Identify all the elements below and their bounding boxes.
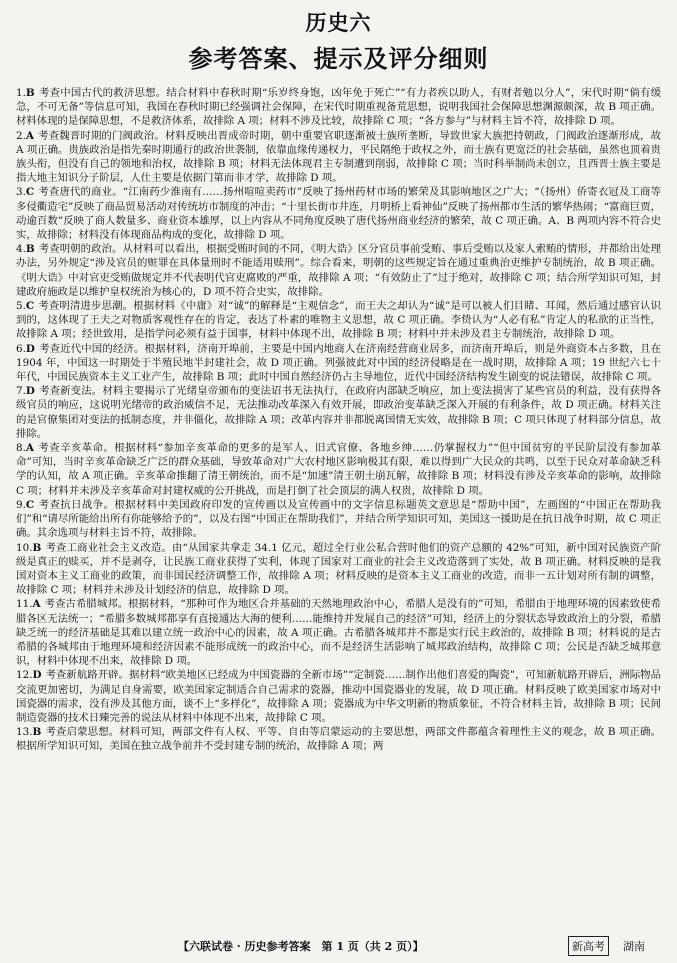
- answer-list: [16, 86, 661, 754]
- item-answer: C: [25, 498, 35, 511]
- answer-item: [16, 242, 661, 299]
- answer-item: [16, 541, 661, 598]
- item-number: 9.: [16, 498, 26, 511]
- answer-item: [16, 384, 661, 441]
- item-explanation: 考查辛亥革命。根据材料“参加辛亥革命的更多的是军人、旧式官僚、各地乡绅……仍掌握权力”“但中国贫穷的平民阶层没有参加革命”可知，当时辛亥革命缺乏广泛的群众基础，导致革命对广大农村地区影响极其有限，难以得到广大民众的共鸣，以至于民众对革命缺乏科学的认知，故 A 项正确。辛亥革命推翻了清王朝统治，而不是“加速”清王朝土崩瓦解，故排除 B 项；材料没有涉及辛亥革命的影响，故排除 C 项；材料并未涉及辛亥革命对封建权威的公开挑战，而是打倒了社会顶层的满人权贵，故排除 D 项。: [16, 442, 661, 497]
- answer-item: [16, 441, 661, 498]
- item-explanation: 考查中国古代的救济思想。结合材料中春秋时期“乐岁终身饱，凶年免于死亡”“有力者疾以助人，有财者勉以分人”，宋代时期“倘有缓急，不可无备”等信息可知，我国在春秋时期已经强调社会保障，在宋代时期重视备荒思想，说明我国社会保障思想渊源颇深，故 B 项正确。材料体现的是保障思想，不是救济体系，故排除 A 项；材料不涉及比较，故排除 C 项；“各方参与”与材料主旨不符，故排除 D 项。: [16, 87, 661, 128]
- answer-item: [16, 299, 661, 342]
- answer-item: [16, 668, 661, 725]
- item-answer: B: [32, 541, 42, 554]
- item-answer: D: [25, 342, 35, 355]
- item-answer: A: [32, 598, 41, 611]
- footer-region: 湖南: [623, 940, 645, 953]
- answer-item: [16, 498, 661, 541]
- item-explanation: 考查唐代的商业。“江南药少淮南有……扬州喧喧卖药市”反映了扬州药材市场的繁荣及其影响地区之广大；“（扬州）侨寄衣冠及工商等多侵衢造宅”反映了商品贸易活动对传统坊市制度的冲击；“十里长街市井连，月明桥上看神仙”反映了扬州都市生活的繁华热闹；“富商巨贾，动逾百数”反映了商人数量多、商业资本雄厚，以上内容从不同角度反映了唐代扬州商业经济的繁荣，故 C 项正确。A、B 两项内容不符合史实，故排除；材料没有体现商品构成的变化，故排除 D 项。: [16, 186, 661, 242]
- answer-item: [16, 597, 661, 668]
- item-explanation: 考查魏晋时期的门阀政治。材料反映出晋成帝时期，朝中重要官职逐渐被士族所垄断，导致世家大族把持朝政，门阀政治逐渐形成，故 A 项正确。贵族政治是指先秦时期通行的政治世袭制，依靠血缘传递权力，平民隔绝于政权之外，而士族有更宽泛的社会基础，虽然也顶着贵族头衔，但没有自己的领地和治权，故排除 B 项；材料无法体现君主专制遭到削弱，故排除 C 项；当时科举制尚未创立，且西晋士族主要是指大地主知识分子阶层，人仕主要是依据门第而非才学，故排除 D 项。: [16, 129, 661, 185]
- item-explanation: 考查明清进步思潮。根据材料《中庸》对“诚”的解释是“主观信念”，而王夫之却认为“诚”是可以被人们目睹、耳闻，然后通过感官认识到的，这体现了王夫之对物质客观性存在的肯定，表达了朴素的唯物主义思想，故 C 项正确。李贽认为“人必有私”肯定人的私欲的正当性，故排除 A 项；经世致用，是指学问必须有益于国事，材料中体现不出，故排除 B 项；材料中并未涉及君主专制统治，故排除 D 项。: [16, 300, 661, 341]
- item-number: 11.: [16, 598, 33, 611]
- item-explanation: 考查明朝的政治。从材料可以看出，根据受贿时间的不同，《明大诰》区分官员事前受贿、事后受贿以及家人索贿的情形，并都给出处理办法，另外规定“涉及官员的赃罪在具体量刑时不能适用赎刑”。综合看来，明朝的这些规定旨在通过重典治吏维护专制统治，故 B 项正确。《明大诰》中对官吏受贿做规定并不代表明代官吏腐败的严重，故排除 A 项；“有效防止了”过于绝对，故排除 C 项；结合所学知识可知，封建政府施政是以维护皇权统治为核心的，D 项不符合史实，故排除。: [16, 243, 661, 298]
- footer-badge: 新高考: [568, 936, 609, 956]
- item-explanation: 考查新变法。材料主要揭示了光绪皇帝颁布的变法诏书无法执行，在政府内部缺乏响应，加上变法损害了某些官员的利益，没有获得各级官员的响应，这说明光绪帝的政治威信不足，无法推动改革深入有效开展，即政治变革缺乏深入开展的有利条件，故 D 项正确。材料关注的是官僚集团对变法的抵制态度，并非僵化，故排除 A 项；改革内容并非都脱离国情无实效，故排除 B 项；C 项只体现了材料部分信息，故排除。: [16, 385, 661, 440]
- item-number: 6.: [16, 342, 26, 355]
- item-answer: A: [25, 129, 34, 142]
- item-number: 2.: [16, 129, 26, 142]
- item-answer: C: [25, 300, 35, 313]
- item-explanation: 考查工商业社会主义改造。由“从国家共拿走 34.1 亿元，超过全行业公私合营时他们的资产总额的 42%”可知，新中国对民族资产阶级是真正的赎买，并不是剥夺，让民族工商业获得了实利，体现了国家对工商业的社会主义改造落到了实处，故 B 项正确。材料反映的是我国对资本主义工商业的政策，而非国民经济调整工作，故排除 A 项；材料反映的是资本主义工商业的改造，而非一五计划对所有制的调整，故排除 C 项；材料并未涉及计划经济的信息，故排除 D 项。: [16, 541, 661, 597]
- item-number: 10.: [16, 541, 33, 554]
- item-number: 13.: [16, 726, 33, 739]
- item-explanation: 考查启蒙思想。材料可知，两部文件有人权、平等、自由等启蒙运动的主要思想，两部文件都蕴含着理性主义的观念，故 B 项正确。根据所学知识可知，美国在独立战争前并不受封建专制的统治，故排除 A 项；两: [16, 726, 661, 753]
- item-number: 1.: [16, 87, 26, 99]
- item-number: 4.: [16, 243, 26, 256]
- page-title: 历史六: [305, 10, 372, 35]
- item-number: 12.: [16, 669, 33, 682]
- footer-page-info: 【六联试卷 · 历史参考答案 第 1 页（共 2 页）】: [178, 940, 424, 953]
- item-answer: B: [32, 726, 42, 739]
- item-explanation: 考查近代中国的经济。根据材料，济南开埠前，主要是中国内地商人在济南经营商业居多，而济南开埠后，则是外商资本占多数，且在 1904 年，中国这一时期处于半殖民地半封建社会，故 D 项正确。列强彼此对中国的经济侵略是在一战时期，故排除 A 项；19 世纪六七十年代，中国民族资本主义工业产生，故排除 B 项；此时中国自然经济仍占主导地位，近代中国经济结构发生剧变的说法错误，故排除 C 项。: [16, 342, 661, 384]
- item-answer: D: [32, 669, 42, 682]
- item-answer: B: [25, 87, 35, 99]
- item-explanation: 考查新航路开辟。据材料“欧美地区已经成为中国瓷器的全新市场”“定制瓷……制作出他们喜爱的陶瓷”，可知新航路开辟后，洲际物品交流更加密切，为满足自身需要，欧美国家定制适合自己需求的瓷器，推动中国瓷器业的发展，故 D 项正确。材料反映了欧美国家市场对中国瓷器的需求，没有涉及其他方面，谈不上“多样化”，故排除 A 项；瓷器成为中华文明新的物质象征，不符合材料主旨，故排除 B 项；民间制造瓷器的技术日臻完善的说法从材料中体现不出来，故排除 C 项。: [16, 669, 661, 724]
- item-number: 5.: [16, 300, 26, 313]
- answer-item: [16, 86, 661, 129]
- item-explanation: 考查抗日战争。根据材料中美国政府印发的宣传画以及宣传画中的文字信息标题英文意思是“帮助中国”，左画图的“中国正在帮助我们”和“请尽所能给出所有你能够给予的”，以及右图“中国正在帮助我们”，并结合所学知识可知，美国这一援助是在抗日战争时期，故 C 项正确。其余选项与材料主旨不符，故排除。: [16, 498, 661, 540]
- item-number: 8.: [16, 442, 26, 455]
- answer-item: [16, 725, 661, 753]
- item-number: 7.: [16, 385, 26, 398]
- answer-item: [16, 129, 661, 186]
- answer-item: [16, 185, 661, 242]
- answer-item: [16, 342, 661, 385]
- item-answer: D: [25, 385, 35, 398]
- item-number: 3.: [16, 186, 26, 199]
- item-explanation: 考查古希腊城邦。根据材料，“那种可作为地区合并基础的天然地理政治中心，希腊人是没有的”可知，希腊由于地理环境的因素致使希腊各区无法统一；“希腊多数城邦都享有直接通达大海的便利……能维持并发展自己的经济”可知，经济上的分裂状态导致政治上的分裂，希腊缺乏统一的经济基础是其难以建立统一政治中心的因素，故 A 项正确。古希腊各城邦并不都是实行民主政治的，故排除 B 项；材料说的是古希腊的各城邦由于地理环境和经济因素不能形成统一的政治中心，而不是经济生活影响了城邦政治结构，故排除 C 项；公民是否缺乏城邦意识，材料中体现不出来，故排除 D 项。: [16, 598, 661, 668]
- item-answer: B: [25, 243, 35, 256]
- item-answer: A: [25, 442, 34, 455]
- page-footer: [0, 935, 677, 957]
- page-subtitle: 参考答案、提示及评分细则: [188, 44, 489, 73]
- item-answer: C: [25, 186, 35, 199]
